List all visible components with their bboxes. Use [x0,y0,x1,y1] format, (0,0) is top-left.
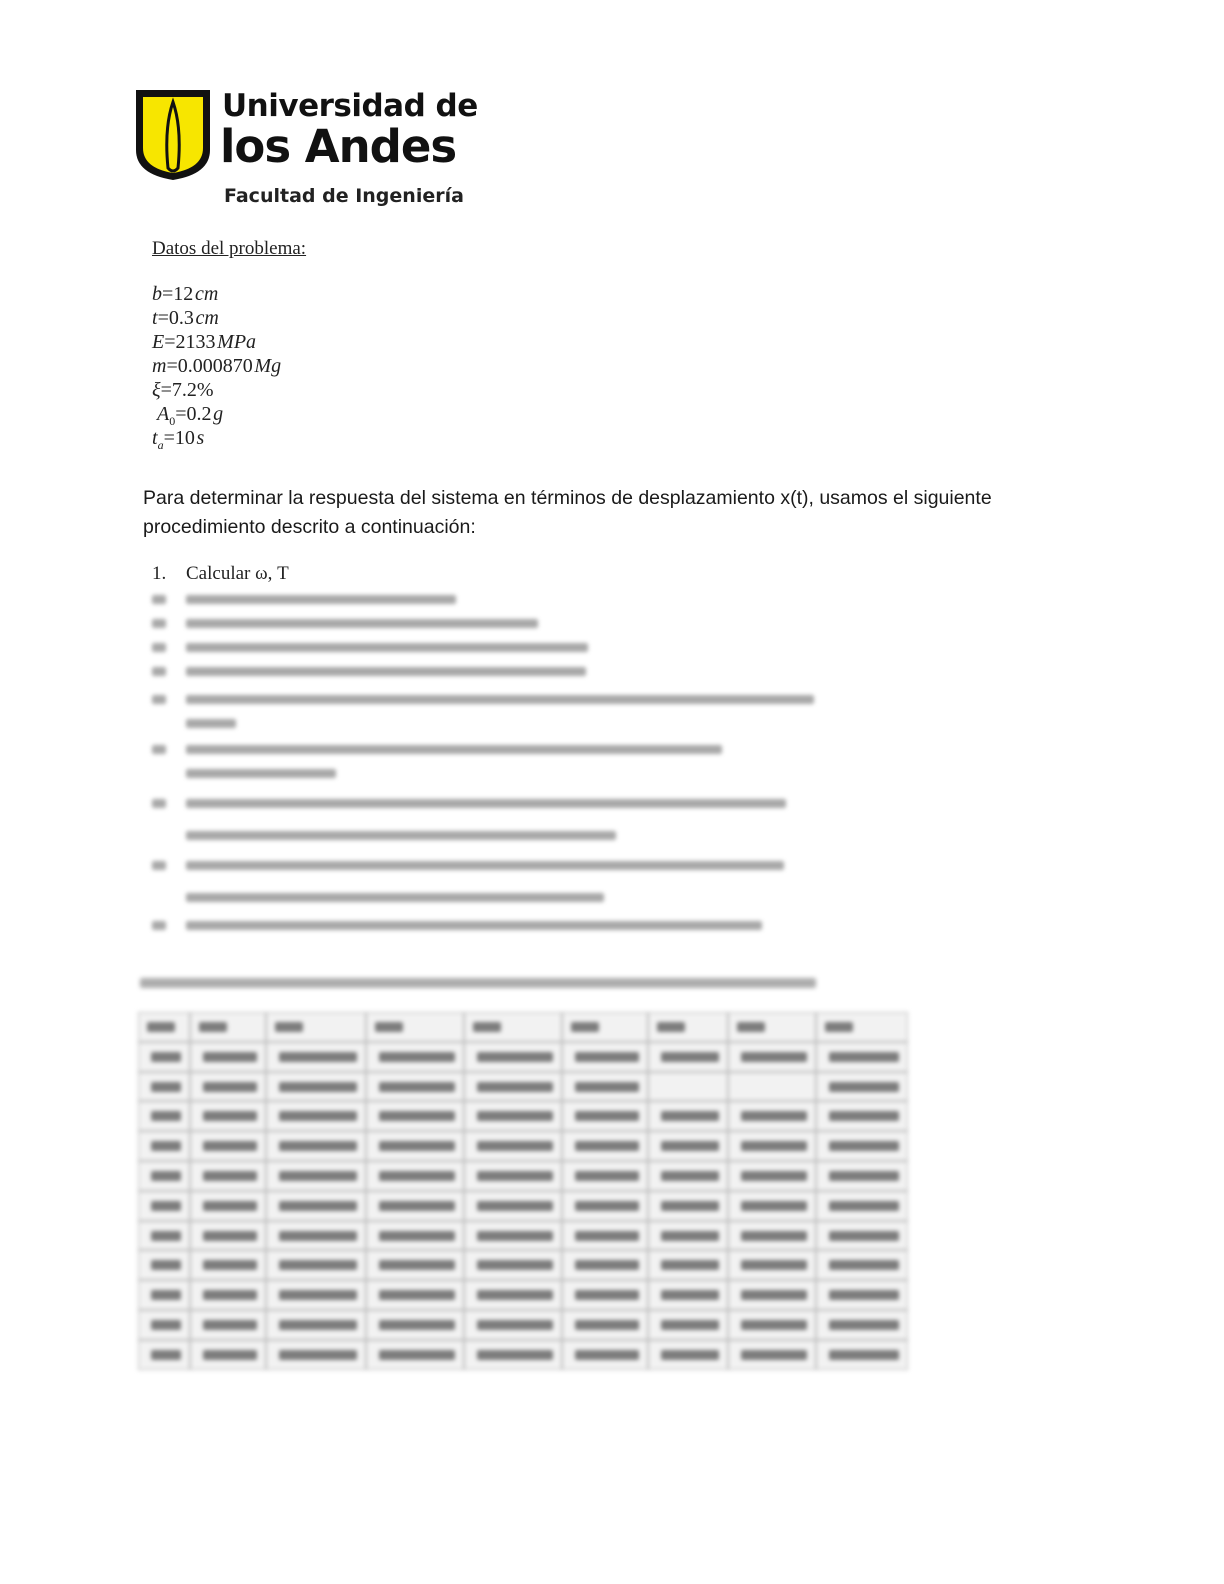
blurred-table-cell [190,1161,266,1191]
blurred-table-cell [648,1340,728,1370]
blurred-table-cell [366,1221,464,1251]
blurred-table-cell [816,1340,908,1370]
blurred-table-cell [138,1161,190,1191]
param-m: m=0.000870 Mg [152,355,282,377]
blurred-table-cell [648,1072,728,1102]
param-E: E=2133 MPa [152,331,257,353]
blurred-table-cell [648,1101,728,1131]
blurred-table-cell [464,1191,562,1221]
blurred-table-cell [190,1012,266,1042]
blurred-table-cell [562,1250,648,1280]
blurred-table-cell [464,1161,562,1191]
blurred-table-cell [366,1131,464,1161]
intro-paragraph: Para determinar la respuesta del sistema en términos de desplazamiento x(t), usamos el siguiente procedimiento descrito a continuación: [143,487,992,538]
param-ta: $t_a=10$ s [152,427,205,452]
blurred-table-cell [728,1101,816,1131]
blurred-table-cell [464,1131,562,1161]
blurred-table-cell [728,1340,816,1370]
blurred-table-cell [816,1072,908,1102]
blurred-table-cell [728,1280,816,1310]
param-b: b=12 cm [152,283,219,305]
blurred-table-cell [648,1221,728,1251]
blurred-table-cell [562,1191,648,1221]
blurred-table-cell [138,1012,190,1042]
blurred-table-cell [464,1250,562,1280]
procedure-steps [152,563,852,587]
blurred-table-cell [648,1310,728,1340]
blurred-table-cell [266,1310,366,1340]
blurred-table-cell [138,1072,190,1102]
blurred-table-cell [266,1131,366,1161]
blurred-table-cell [728,1131,816,1161]
blurred-table-cell [648,1191,728,1221]
blurred-table-cell [138,1101,190,1131]
blurred-table-cell [728,1191,816,1221]
blurred-table-cell [190,1221,266,1251]
blurred-table-cell [728,1042,816,1072]
blurred-table-cell [648,1161,728,1191]
step-1-label: Calcular ω, T [186,563,289,584]
blurred-table-cell [366,1250,464,1280]
blurred-table-cell [464,1310,562,1340]
blurred-table-cell [366,1191,464,1221]
blurred-table-cell [562,1280,648,1310]
blurred-table-cell [190,1042,266,1072]
blurred-table-cell [562,1131,648,1161]
blurred-table-cell [816,1221,908,1251]
blurred-table-cell [366,1101,464,1131]
blurred-table-cell [648,1250,728,1280]
blurred-table-cell [190,1310,266,1340]
blurred-table-cell [648,1131,728,1161]
blurred-table-cell [562,1042,648,1072]
step-1 [152,563,852,587]
problem-data-heading: Datos del problema: [152,238,307,259]
blurred-table-cell [366,1310,464,1340]
blurred-table-cell [464,1072,562,1102]
blurred-table-cell [562,1101,648,1131]
blurred-results-table [138,1012,914,1370]
blurred-table-cell [816,1250,908,1280]
blurred-table-cell [138,1340,190,1370]
blurred-table-cell [816,1131,908,1161]
param-xi: ξ=7.2% [152,379,214,401]
blurred-table-cell [266,1191,366,1221]
blurred-table-cell [464,1012,562,1042]
blurred-table-cell [562,1340,648,1370]
blurred-table-cell [366,1012,464,1042]
blurred-table-cell [464,1042,562,1072]
blurred-table-cell [648,1280,728,1310]
step-1-number: 1. [152,563,167,584]
blurred-table-cell [366,1340,464,1370]
blurred-table-cell [266,1250,366,1280]
blurred-table-cell [562,1072,648,1102]
blurred-table-cell [266,1221,366,1251]
blurred-table-cell [728,1161,816,1191]
blurred-table-cell [464,1101,562,1131]
blurred-table-cell [266,1161,366,1191]
blurred-table-cell [138,1310,190,1340]
blurred-table-cell [190,1191,266,1221]
blurred-table-cell [816,1191,908,1221]
blurred-table-cell [728,1221,816,1251]
blurred-table-cell [190,1101,266,1131]
blurred-table-cell [648,1042,728,1072]
blurred-table-cell [816,1012,908,1042]
blurred-table-cell [816,1042,908,1072]
blurred-table-cell [728,1072,816,1102]
blurred-table-cell [190,1072,266,1102]
logo-line3: Facultad de Ingeniería [224,185,464,207]
blurred-table-cell [562,1012,648,1042]
logo-line2: los Andes [220,120,457,173]
university-logo [134,88,478,213]
blurred-table-cell [728,1310,816,1340]
blurred-table-cell [138,1250,190,1280]
blurred-table-cell [366,1072,464,1102]
blurred-table-cell [266,1280,366,1310]
blurred-table-cell [138,1221,190,1251]
blurred-table-cell [138,1131,190,1161]
blurred-table-cell [648,1012,728,1042]
logo-line1: Universidad de [222,88,478,124]
blurred-table-cell [562,1161,648,1191]
blurred-table-cell [816,1161,908,1191]
blurred-table-cell [464,1280,562,1310]
blurred-table-cell [464,1221,562,1251]
blurred-table-cell [266,1340,366,1370]
blurred-table-cell [562,1221,648,1251]
blurred-table-cell [138,1191,190,1221]
blurred-table-cell [366,1280,464,1310]
shield-logo-icon [134,88,212,182]
blurred-table-cell [562,1310,648,1340]
blurred-table-cell [464,1340,562,1370]
blurred-table-cell [266,1072,366,1102]
blurred-table-cell [190,1131,266,1161]
parameter-list [152,282,281,450]
blurred-table-cell [816,1280,908,1310]
blurred-table-cell [138,1280,190,1310]
blurred-table-cell [190,1250,266,1280]
blurred-table-cell [138,1042,190,1072]
param-t: t=0.3 cm [152,307,219,329]
blurred-table-caption [140,978,816,988]
blurred-table-cell [728,1250,816,1280]
blurred-table-cell [266,1042,366,1072]
blurred-table-cell [728,1012,816,1042]
blurred-table-cell [816,1310,908,1340]
blurred-table-cell [366,1161,464,1191]
blurred-table-cell [266,1101,366,1131]
blurred-table-cell [190,1340,266,1370]
blurred-table-cell [266,1012,366,1042]
blurred-table-cell [816,1101,908,1131]
param-A0: $A_0=0.2$ g [157,403,224,428]
blurred-table-cell [366,1042,464,1072]
blurred-table-cell [190,1280,266,1310]
